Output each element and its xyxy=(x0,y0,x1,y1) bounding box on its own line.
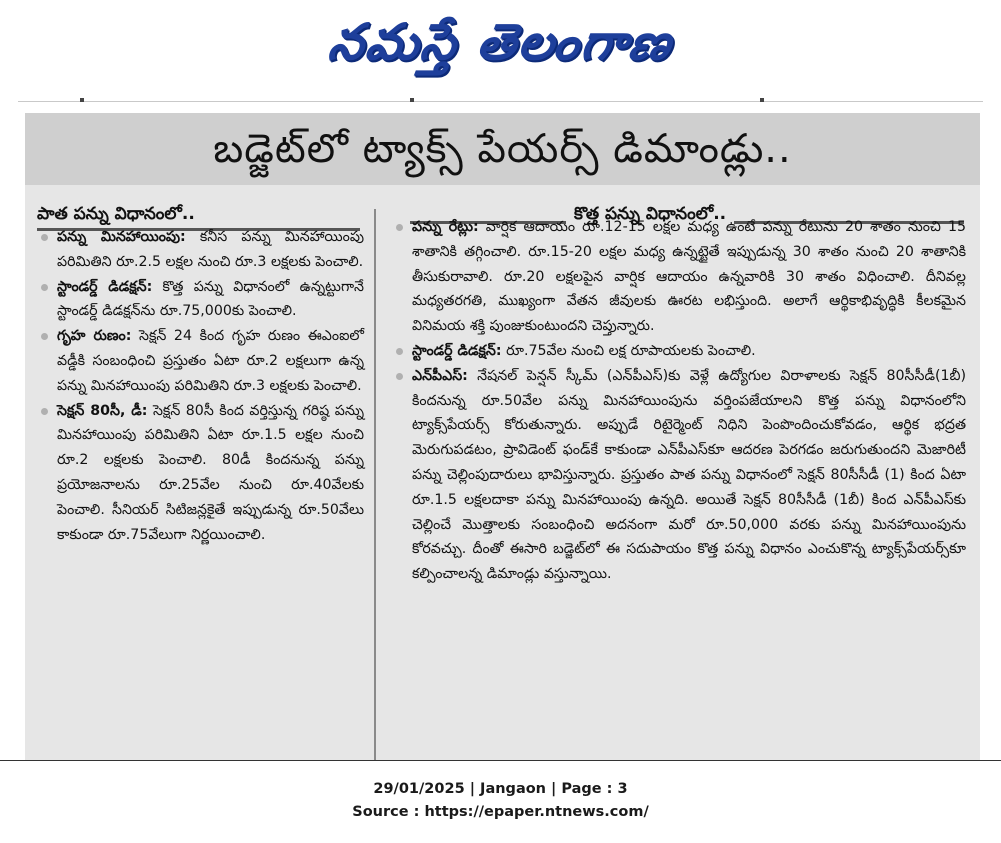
footer-source-link[interactable]: Source : https://epaper.ntnews.com/ xyxy=(352,804,649,820)
left-items xyxy=(25,225,370,547)
right-subhead: కొత్త పన్ను విధానంలో.. xyxy=(566,203,734,225)
list-item xyxy=(380,364,970,587)
list-item xyxy=(380,339,970,364)
list-item xyxy=(25,324,370,398)
item-term: స్టాండర్డ్ డిడక్షన్: xyxy=(57,278,153,295)
bullet-icon xyxy=(396,224,403,231)
bullet-icon xyxy=(41,234,48,241)
item-term: ఎన్‌పీఎస్: xyxy=(412,367,468,384)
masthead-logo: నమస్తే తెలంగాణ xyxy=(324,12,677,71)
column-divider xyxy=(374,209,376,761)
item-text: రూ.75వేల నుంచి లక్ష రూపాయలకు పెంచాలి. xyxy=(501,342,756,359)
rule-tick xyxy=(410,98,414,102)
item-term: పన్ను రేట్లు: xyxy=(412,219,479,235)
item-text: సెక్షన్ 24 కింద గృహ రుణం ఈఎంఐలో వడ్డీకి సంబంధించి ప్రస్తుతం ఏటా రూ.2 లక్షలుగా ఉన్న పన్ను మినహాయింపు పరిమితిని రూ.3 లక్షలకు పెంచాలి. xyxy=(57,328,364,394)
list-item xyxy=(380,215,970,339)
masthead xyxy=(0,2,1001,84)
item-text: కొత్త పన్ను విధానంలో ఉన్నట్టుగానే స్టాండర్డ్ డిడక్షన్‌ను రూ.75,000కు పెంచాలి. xyxy=(57,278,364,320)
footer-divider xyxy=(0,760,1001,761)
item-text: వార్షిక ఆదాయం రూ.12-15 లక్షల మధ్య ఉంటే పన్ను రేటును 20 శాతం నుంచి 15 శాతానికి తగ్గించాలి. రూ.15-20 లక్షల మధ్య ఉన్నట్టైతే ఇప్పుడున్న 30 శాతం నుంచి 20 శాతానికి తీసుకురావాలి. రూ.20 లక్షలపైన వార్షిక ఆదాయం ఉన్నవారికి 30 శాతం విధించాలి. దీనివల్ల మధ్యతరగతి, ముఖ్యంగా వేతన జీవులకు ఊరట లభిస్తుంది. అలాగే ఆర్థికాభివృద్ధికి కీలకమైన వినిమయ శక్తి పుంజుకుంటుందని చెప్తున్నారు. xyxy=(412,219,966,335)
rule-tick xyxy=(80,98,84,102)
item-text: సెక్షన్ 80సీ కింద వర్తిస్తున్న గరిష్ఠ పన్ను మినహాయింపు పరిమితిని ఏటా రూ.1.5 లక్షల నుంచి రూ.2 లక్షలకు పెంచాలి. 80డీ కిందనున్న పన్ను ప్రయోజనాలను రూ.25వేల నుంచి రూ.40వేలకు పెంచాలి. సీనియర్ సిటిజన్లకైతే ఇప్పుడున్న రూ.50వేలు కాకుండా రూ.75వేలుగా నిర్ణయించాలి. xyxy=(57,402,364,543)
item-term: స్టాండర్డ్ డిడక్షన్: xyxy=(412,342,502,359)
item-text: నేషనల్ పెన్షన్ స్కీమ్ (ఎన్‌పీఎస్)కు వెళ్లే ఉద్యోగుల విరాళాలకు సెక్షన్ 80సీసీడీ(1బీ) కిందనున్న రూ.50వేల పన్ను మినహాయింపును వర్తింపజేయాలని కొత్త పన్ను విధానంలోని ట్యాక్స్‌పేయర్స్ కోరుతున్నారు. అప్పుడే రిటైర్మెంట్ నిధిని పెంపొందించుకోవడం, ఆర్థిక భద్రత మెరుగుపడటం, ప్రావిడెంట్ ఫండ్‌కే కాకుండా ఎన్‌పీఎస్‌కూ ఆదరణ పెరగడం జరుగుతుందని మెజారిటీ పన్ను చెల్లింపుదారులు భావిస్తున్నారు. ప్రస్తుతం పాత పన్ను విధానంలో సెక్షన్ 80సీసీడీ (1) కింద ఏటా రూ.1.5 లక్షలదాకా పన్ను మినహాయింపు ఉన్నది. అయితే సెక్షన్ 80సీసీడీ (1బీ) కింద ఎన్‌పీఎస్‌కు చెల్లించే మొత్తాలకు సంబంధించి అదనంగా మరో రూ.50,000 వరకు పన్ను మినహాయింపును కోరవచ్చు. దీంతో ఈసారి బడ్జెట్‌లో ఈ సదుపాయం కొత్త పన్ను విధానం ఎంచుకొన్న ట్యాక్స్‌పేయర్స్‌కూ కల్పించాలన్న డిమాండ్లు వస్తున్నాయి. xyxy=(412,367,966,583)
rule-tick xyxy=(760,98,764,102)
item-term: గృహ రుణం: xyxy=(57,328,132,345)
item-term: సెక్షన్ 80సీ, డీ: xyxy=(57,402,148,419)
bullet-icon xyxy=(41,408,48,415)
top-divider xyxy=(18,101,983,102)
list-item xyxy=(25,399,370,548)
bullet-icon xyxy=(396,373,403,380)
footer-date-edition: 29/01/2025 | Jangaon | Page : 3 xyxy=(373,781,628,797)
item-term: పన్ను మినహాయింపు: xyxy=(57,229,186,245)
bullet-icon xyxy=(41,333,48,340)
right-items xyxy=(380,215,970,587)
headline-band xyxy=(25,113,980,185)
bullet-icon xyxy=(41,284,48,291)
right-column xyxy=(380,185,970,587)
news-clipping xyxy=(25,113,980,761)
list-item xyxy=(25,275,370,325)
left-column xyxy=(25,185,370,547)
left-subhead-wrap xyxy=(25,185,370,224)
list-item xyxy=(25,225,370,275)
left-subhead: పాత పన్ను విధానంలో.. xyxy=(37,203,203,225)
article-headline: బడ్జెట్‌లో ట్యాక్స్ పేయర్స్ డిమాండ్లు.. xyxy=(213,126,792,172)
item-text: కనీస పన్ను మినహాయింపు పరిమితిని రూ.2.5 లక్షల నుంచి రూ.3 లక్షలకు పెంచాలి. xyxy=(57,229,364,270)
bullet-icon xyxy=(396,348,403,355)
